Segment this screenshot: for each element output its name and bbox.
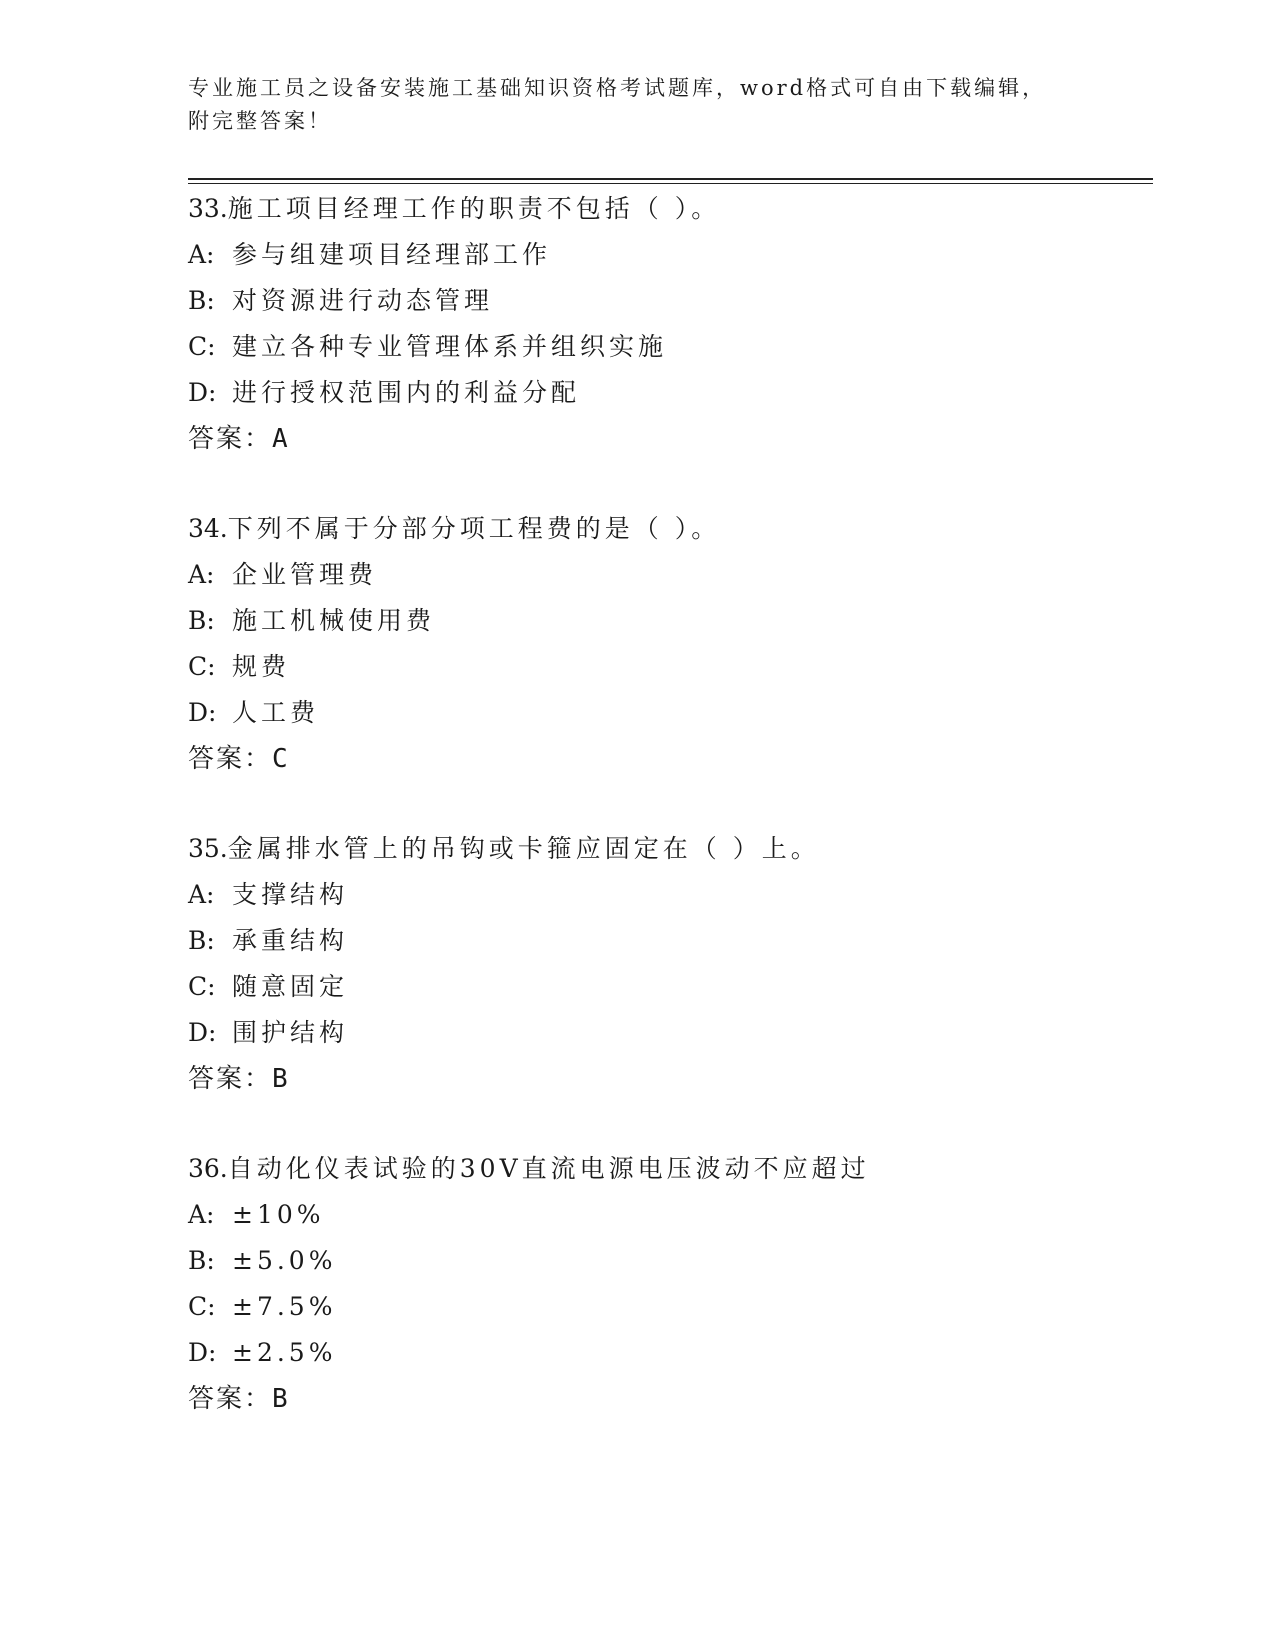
answer-line [188, 736, 1148, 782]
option-b [188, 1238, 1148, 1284]
option-key: A: [188, 240, 215, 269]
option-b [188, 278, 1148, 324]
option-key: C: [188, 652, 216, 681]
option-b [188, 598, 1148, 644]
question-text: 自动化仪表试验的30V直流电源电压波动不应超过 [227, 1154, 870, 1183]
document-header [188, 72, 1088, 138]
answer-value: B [272, 1064, 290, 1094]
option-key: B: [188, 1246, 215, 1275]
option-text: ±7.5% [232, 1292, 337, 1321]
answer-value: B [272, 1384, 290, 1414]
question-text: 施工项目经理工作的职责不包括（ ）。 [227, 194, 721, 223]
option-text: 建立各种专业管理体系并组织实施 [232, 332, 668, 361]
option-c [188, 1284, 1148, 1330]
option-text: ±10% [232, 1200, 325, 1229]
option-d [188, 1010, 1148, 1056]
option-c [188, 964, 1148, 1010]
option-text: 支撑结构 [232, 880, 349, 909]
option-key: D: [188, 378, 217, 407]
option-key: C: [188, 972, 216, 1001]
option-d [188, 370, 1148, 416]
option-key: C: [188, 332, 216, 361]
question-stem [188, 186, 1148, 232]
question-block [188, 826, 1148, 1102]
question-number: 33. [188, 194, 228, 223]
option-b [188, 918, 1148, 964]
option-key: D: [188, 698, 217, 727]
answer-label: 答案： [188, 424, 273, 454]
question-text: 下列不属于分部分项工程费的是（ ）。 [227, 514, 721, 543]
option-key: C: [188, 1292, 216, 1321]
option-c [188, 324, 1148, 370]
option-text: 进行授权范围内的利益分配 [232, 378, 581, 407]
question-number: 34. [188, 514, 228, 543]
option-text: 对资源进行动态管理 [232, 286, 494, 315]
option-text: 承重结构 [232, 926, 349, 955]
option-text: 随意固定 [232, 972, 349, 1001]
answer-line [188, 416, 1148, 462]
option-d [188, 690, 1148, 736]
answer-label: 答案： [188, 1384, 273, 1414]
option-d [188, 1330, 1148, 1376]
question-number: 35. [188, 834, 228, 863]
answer-label: 答案： [188, 1064, 273, 1094]
option-c [188, 644, 1148, 690]
option-text: 围护结构 [232, 1018, 349, 1047]
question-text: 金属排水管上的吊钩或卡箍应固定在（ ）上。 [227, 834, 820, 863]
question-number: 36. [188, 1154, 228, 1183]
answer-label: 答案： [188, 744, 273, 774]
option-a [188, 232, 1148, 278]
option-text: 参与组建项目经理部工作 [232, 240, 552, 269]
option-text: ±5.0% [232, 1246, 337, 1275]
answer-line [188, 1056, 1148, 1102]
answer-line [188, 1376, 1148, 1422]
option-key: D: [188, 1018, 217, 1047]
option-key: B: [188, 286, 215, 315]
option-key: A: [188, 560, 215, 589]
question-block [188, 506, 1148, 782]
header-divider [188, 178, 1153, 180]
option-text: 施工机械使用费 [232, 606, 436, 635]
question-block [188, 1146, 1148, 1422]
option-a [188, 1192, 1148, 1238]
question-stem [188, 1146, 1148, 1192]
option-key: D: [188, 1338, 217, 1367]
option-key: A: [188, 1200, 215, 1229]
option-key: B: [188, 606, 215, 635]
question-block [188, 186, 1148, 462]
answer-value: A [272, 424, 290, 454]
header-line-1: 专业施工员之设备安装施工基础知识资格考试题库，word格式可自由下载编辑， [188, 76, 1047, 100]
option-text: 企业管理费 [232, 560, 378, 589]
answer-value: C [272, 744, 290, 774]
option-text: 规费 [232, 652, 291, 681]
option-text: 人工费 [232, 698, 320, 727]
option-key: B: [188, 926, 215, 955]
option-key: A: [188, 880, 215, 909]
header-divider-thin [188, 183, 1153, 184]
option-a [188, 872, 1148, 918]
option-a [188, 552, 1148, 598]
header-line-2: 附完整答案！ [188, 109, 332, 133]
option-text: ±2.5% [232, 1338, 337, 1367]
question-stem [188, 826, 1148, 872]
question-stem [188, 506, 1148, 552]
